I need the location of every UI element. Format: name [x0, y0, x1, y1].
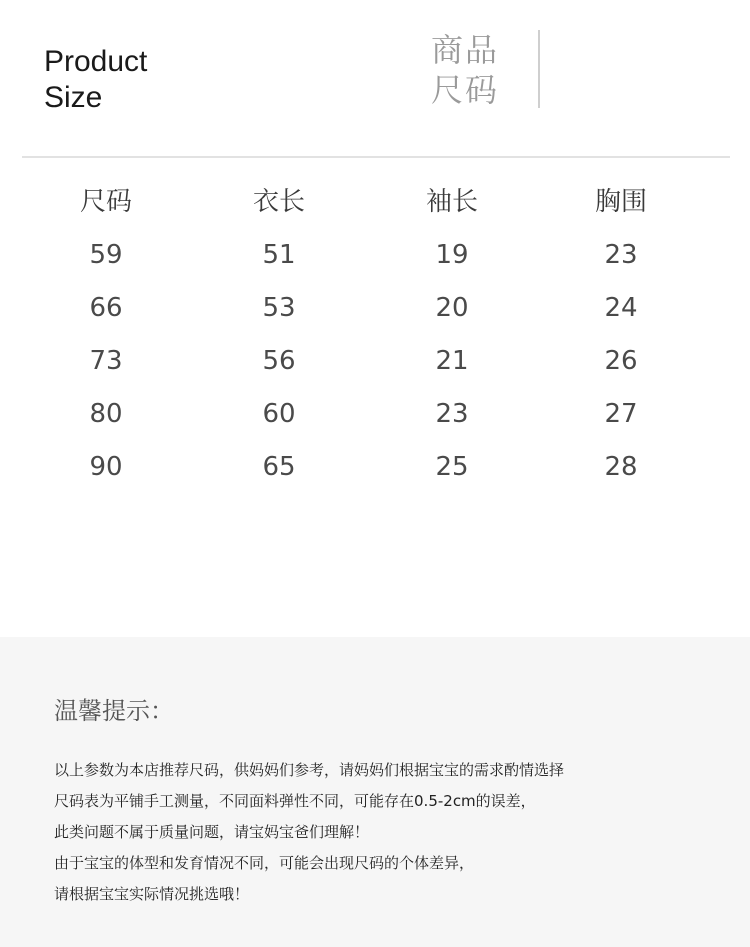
- table-cell: 66: [89, 293, 123, 323]
- header: [0, 0, 750, 158]
- table-cell: 23: [604, 240, 638, 270]
- table-cell: 56: [262, 346, 296, 376]
- column-header-size: 尺码: [79, 187, 132, 217]
- tips-line: 由于宝宝的体型和发育情况不同，可能会出现尺码的个体差异，: [54, 854, 475, 872]
- tips-title: 温馨提示：: [54, 697, 174, 725]
- table-row: [22, 392, 722, 445]
- vertical-divider: [538, 30, 540, 108]
- tips-line: 以上参数为本店推荐尺码，供妈妈们参考，请妈妈们根据宝宝的需求酌情选择: [54, 761, 565, 779]
- table-cell: 23: [435, 399, 469, 429]
- table-cell: 80: [89, 399, 123, 429]
- title-chinese-line-2: 尺码: [431, 71, 500, 109]
- table-cell: 19: [435, 240, 469, 270]
- table-cell: 28: [604, 452, 638, 482]
- column-header-length: 衣长: [252, 187, 305, 217]
- table-row: [22, 339, 722, 392]
- title-english: [44, 44, 147, 116]
- title-chinese-line-1: 商品: [431, 31, 500, 69]
- tips-line: 尺码表为平铺手工测量，不同面料弹性不同，可能存在0.5-2cm的误差，: [54, 792, 536, 810]
- table-cell: 25: [435, 452, 469, 482]
- table-cell: 21: [435, 346, 469, 376]
- table-cell: 53: [262, 293, 296, 323]
- column-header-chest: 胸围: [594, 187, 647, 217]
- table-cell: 90: [89, 452, 123, 482]
- tips-section: [0, 637, 750, 947]
- table-cell: 24: [604, 293, 638, 323]
- table-cell: 51: [262, 240, 296, 270]
- size-table: [22, 180, 722, 498]
- table-cell: 59: [89, 240, 123, 270]
- table-cell: 27: [604, 399, 638, 429]
- table-header-row: [22, 180, 722, 233]
- title-english-line-2: Size: [44, 81, 103, 114]
- tips-lines: [54, 755, 734, 910]
- table-cell: 65: [262, 452, 296, 482]
- tips-line: 请根据宝宝实际情况挑选哦！: [54, 885, 250, 903]
- table-cell: 60: [262, 399, 296, 429]
- table-row: [22, 233, 722, 286]
- table-cell: 20: [435, 293, 469, 323]
- tips-line: 此类问题不属于质量问题，请宝妈宝爸们理解！: [54, 823, 370, 841]
- horizontal-divider: [22, 156, 730, 158]
- table-row: [22, 445, 722, 498]
- title-english-line-1: Product: [44, 45, 148, 78]
- table-cell: 73: [89, 346, 123, 376]
- table-row: [22, 286, 722, 339]
- column-header-sleeve: 袖长: [425, 187, 478, 217]
- table-cell: 26: [604, 346, 638, 376]
- title-chinese: [431, 30, 499, 110]
